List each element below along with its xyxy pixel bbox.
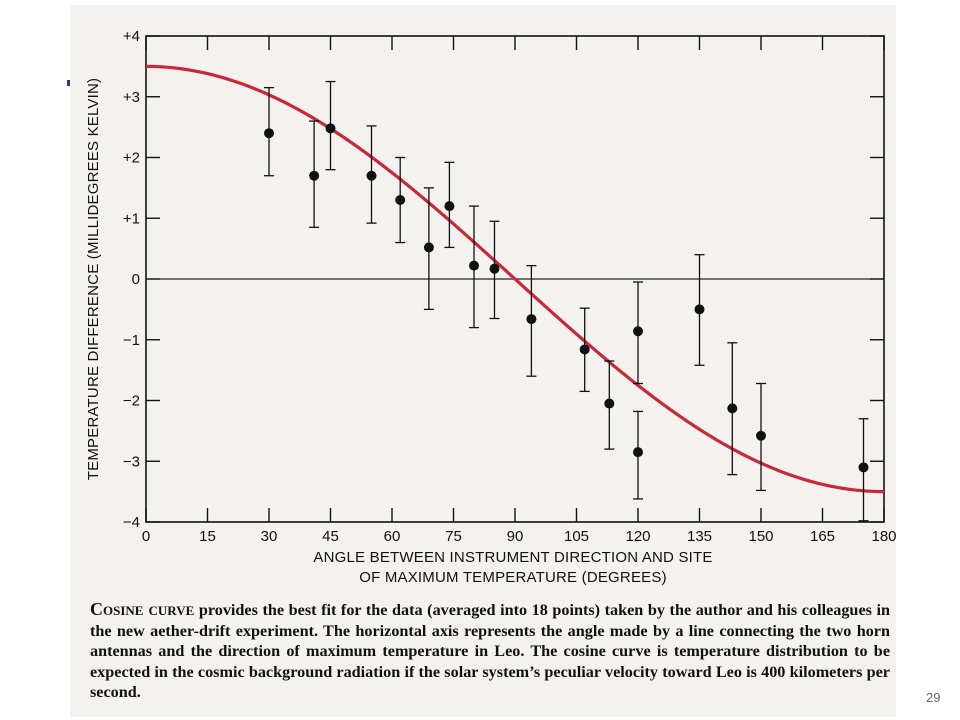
y-tick-label: −3 (122, 453, 140, 471)
y-axis-label: TEMPERATURE DIFFERENCE (MILLIDEGREES KELVIN) (85, 77, 102, 481)
x-tick-label: 15 (199, 528, 216, 545)
data-point (395, 158, 405, 243)
data-marker (633, 326, 643, 336)
x-tick-label: 75 (445, 528, 462, 545)
caption-lead: Cosine curve (90, 599, 195, 619)
data-point (756, 383, 766, 490)
y-tick-label: +2 (122, 149, 140, 167)
x-tick-label: 135 (686, 528, 713, 545)
figure-caption (90, 599, 890, 703)
x-tick-label: 30 (260, 528, 278, 545)
data-point (604, 361, 614, 449)
slide-number: 29 (926, 690, 941, 705)
data-point (490, 221, 500, 318)
data-marker (309, 171, 319, 181)
y-tick-label: −1 (122, 331, 140, 349)
x-tick-label: 180 (871, 528, 897, 545)
data-point (727, 343, 737, 475)
y-tick-label: +4 (122, 28, 140, 45)
x-tick-label: 150 (748, 528, 774, 545)
x-axis-label-line2: OF MAXIMUM TEMPERATURE (DEGREES) (359, 569, 667, 586)
x-tick-label: 90 (506, 528, 524, 545)
caption-text: provides the best fit for the data (averaged into 18 points) taken by the author and his colleagues in the new aether-drift experiment. The horizontal axis represents the angle made by a line connecting the two horn antennas and the direction of maximum temperature in Leo. The cosine curve is temperature distribution to be expected in the cosmic background radiation if the solar system’s peculiar velocity toward Leo is 400 kilometers per second. (90, 601, 890, 702)
data-point (444, 162, 454, 247)
y-tick-label: +1 (122, 210, 140, 228)
x-axis-label-line1: ANGLE BETWEEN INSTRUMENT DIRECTION AND SITE (313, 549, 713, 566)
data-marker (580, 344, 590, 354)
x-tick-label: 45 (322, 528, 339, 545)
data-marker (604, 399, 614, 409)
tick-labels (123, 28, 897, 545)
y-tick-label: 0 (131, 271, 140, 288)
data-points (264, 82, 869, 521)
data-point (526, 266, 536, 377)
data-point (633, 411, 643, 498)
data-marker (490, 264, 500, 274)
data-marker (424, 242, 434, 252)
data-point (580, 308, 590, 391)
data-marker (526, 314, 536, 324)
data-point (264, 88, 274, 176)
data-point (633, 282, 643, 383)
data-marker (395, 195, 405, 205)
data-marker (367, 171, 377, 181)
x-tick-label: 120 (625, 528, 651, 545)
data-point (309, 121, 319, 227)
data-marker (326, 123, 336, 133)
y-tick-label: −4 (122, 514, 140, 531)
data-point (859, 419, 869, 521)
data-marker (633, 447, 643, 457)
y-tick-label: +3 (122, 88, 140, 106)
data-marker (444, 201, 454, 211)
data-point (469, 206, 479, 328)
data-marker (859, 462, 869, 472)
data-marker (469, 261, 479, 271)
data-point (367, 126, 377, 223)
data-marker (727, 403, 737, 413)
x-tick-label: 0 (141, 528, 151, 545)
data-point (695, 255, 705, 366)
y-tick-label: −2 (122, 392, 140, 410)
data-marker (695, 304, 705, 314)
data-marker (756, 431, 766, 441)
data-marker (264, 128, 274, 138)
x-tick-label: 105 (563, 528, 590, 545)
x-tick-label: 165 (809, 528, 836, 545)
data-point (326, 82, 336, 170)
x-tick-label: 60 (383, 528, 401, 545)
